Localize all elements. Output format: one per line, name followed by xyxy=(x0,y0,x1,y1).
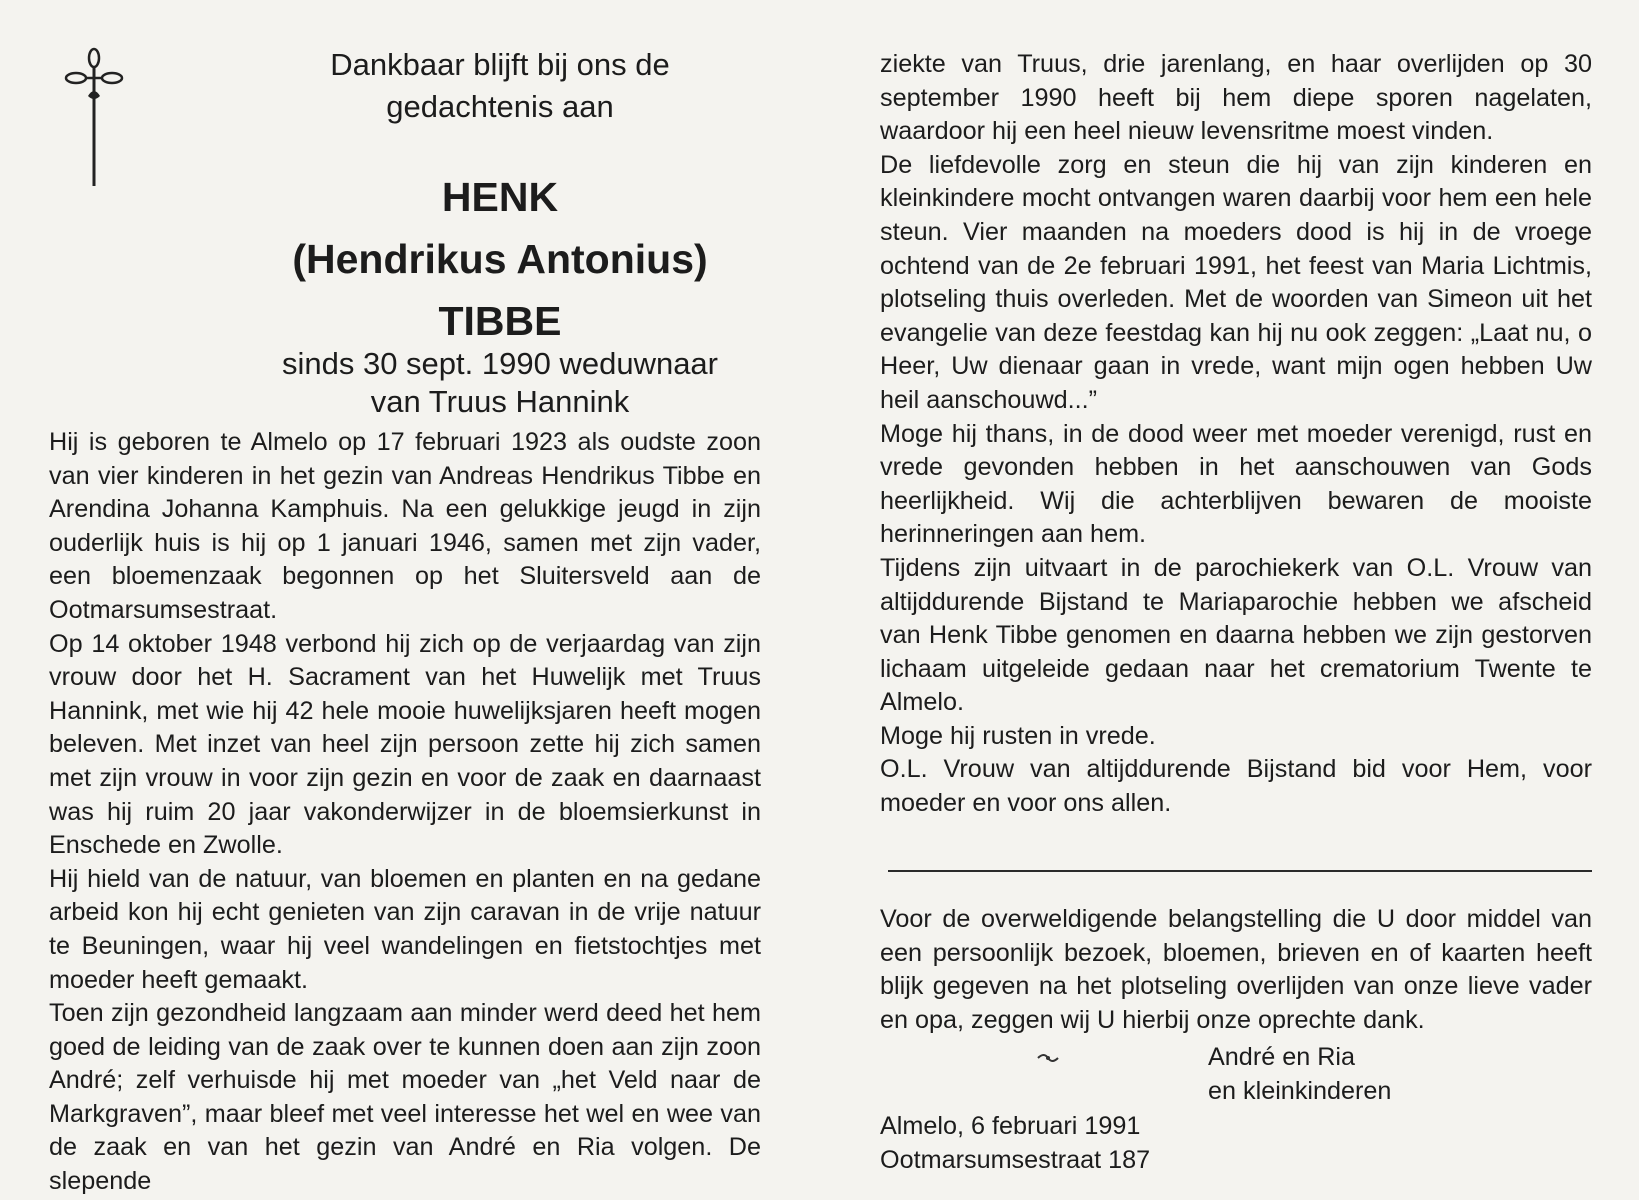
intro-text xyxy=(250,44,750,128)
divider xyxy=(888,870,1592,872)
full-name: (Hendrikus Antonius) xyxy=(292,236,708,282)
signers xyxy=(1208,1040,1508,1108)
first-name: HENK xyxy=(441,174,559,220)
widower-line-2: van Truus Hannink xyxy=(370,384,630,419)
deceased-name xyxy=(220,166,780,352)
signers-line-1: André en Ria xyxy=(1208,1043,1356,1071)
ornament-icon xyxy=(1036,1050,1060,1066)
left-column xyxy=(49,426,761,1199)
place-date-line-1: Almelo, 6 februari 1991 xyxy=(880,1112,1141,1140)
place-date xyxy=(880,1109,1280,1177)
cross-icon xyxy=(64,46,124,196)
paragraph: Op 14 oktober 1948 verbond hij zich op de verjaardag van zijn vrouw door het H. Sacrament van het Huwelijk met Truus Hannink, met wie hij 42 hele mooie huwelijksjaren heeft mogen beleven. Met inzet van heel zijn persoon zette hij zich samen met zijn vrouw in voor zijn gezin en voor de zaak en daarnaast was hij ruim 20 jaar vakonderwijzer in de bloemsierkunst in Enschede en Zwolle. xyxy=(49,629,761,860)
paragraph: Hij hield van de natuur, van bloemen en planten en na gedane arbeid kon hij echt genieten van zijn caravan in de vrije natuur te Beuningen, waar hij veel wandelingen en fietstochtjes met moeder heeft gemaakt. xyxy=(49,864,761,994)
intro-line-2: gedachtenis aan xyxy=(386,89,614,124)
signers-line-2: en kleinkinderen xyxy=(1208,1077,1392,1105)
widower-note xyxy=(220,345,780,421)
last-name: TIBBE xyxy=(438,298,562,344)
intro-line-1: Dankbaar blijft bij ons de xyxy=(330,47,670,82)
place-date-line-2: Ootmarsumsestraat 187 xyxy=(880,1146,1151,1174)
paragraph: Toen zijn gezondheid langzaam aan minder werd deed het hem goed de leiding van de zaak over te kunnen doen aan zijn zoon André; zelf verhuisde hij met moeder van „het Veld naar de Markgraven”, maar bleef met veel interesse het wel en wee van de zaak en van het gezin van André en Ria volgen. De slepende xyxy=(49,999,761,1196)
widower-line-1: sinds 30 sept. 1990 weduwnaar xyxy=(281,346,718,381)
paragraph: ziekte van Truus, drie jarenlang, en haar overlijden op 30 september 1990 heeft bij hem diepe sporen nagelaten, waardoor hij een heel nieuw levensritme moest vinden. xyxy=(880,50,1592,146)
paragraph: Hij is geboren te Almelo op 17 februari 1923 als oudste zoon van vier kinderen in het gezin van Andreas Hendrikus Tibbe en Arendina Johanna Kamphuis. Na een gelukkige jeugd in zijn ouderlijk huis is hij op 1 januari 1946, samen met zijn vader, een bloemenzaak begonnen op het Sluitersveld aan de Ootmarsumsestraat. xyxy=(49,428,761,624)
paragraph: Moge hij rusten in vrede. xyxy=(880,721,1156,750)
paragraph: De liefdevolle zorg en steun die hij van zijn kinderen en kleinkindere mocht ontvangen waren daarbij voor hem een hele steun. Vier maanden na moeders dood is hij in de vroege ochtend van de 2e februari 1991, het feest van Maria Lichtmis, plotseling thuis overleden. Met de woorden van Simeon uit het evangelie van deze feestdag kan hij nu ook zeggen: „Laat nu, o Heer, Uw dienaar gaan in vrede, want mijn ogen hebben Uw heil aanschouwd...” xyxy=(880,150,1592,414)
right-column xyxy=(880,48,1592,821)
paragraph: Moge hij thans, in de dood weer met moeder verenigd, rust en vrede gevonden hebben in het aanschouwen van Gods heerlijkheid. Wij die achterblijven bewaren de mooiste herinneringen aan hem. xyxy=(880,419,1592,549)
thanks-text: Voor de overweldigende belangstelling die U door middel van een persoonlijk bezoek, bloemen, brieven en of kaarten heeft blijk gegeven na het plotseling overlijden van onze lieve vader en opa, zeggen wij U hierbij onze oprechte dank. xyxy=(880,905,1592,1034)
paragraph: O.L. Vrouw van altijddurende Bijstand bid voor Hem, voor moeder en voor ons allen. xyxy=(880,755,1592,818)
paragraph: Tijdens zijn uitvaart in de parochiekerk van O.L. Vrouw van altijddurende Bijstand te Mariaparochie hebben we afscheid van Henk Tibbe genomen en daarna hebben we zijn gestorven lichaam uitgeleide gedaan naar het crematorium Twente te Almelo. xyxy=(880,553,1592,717)
